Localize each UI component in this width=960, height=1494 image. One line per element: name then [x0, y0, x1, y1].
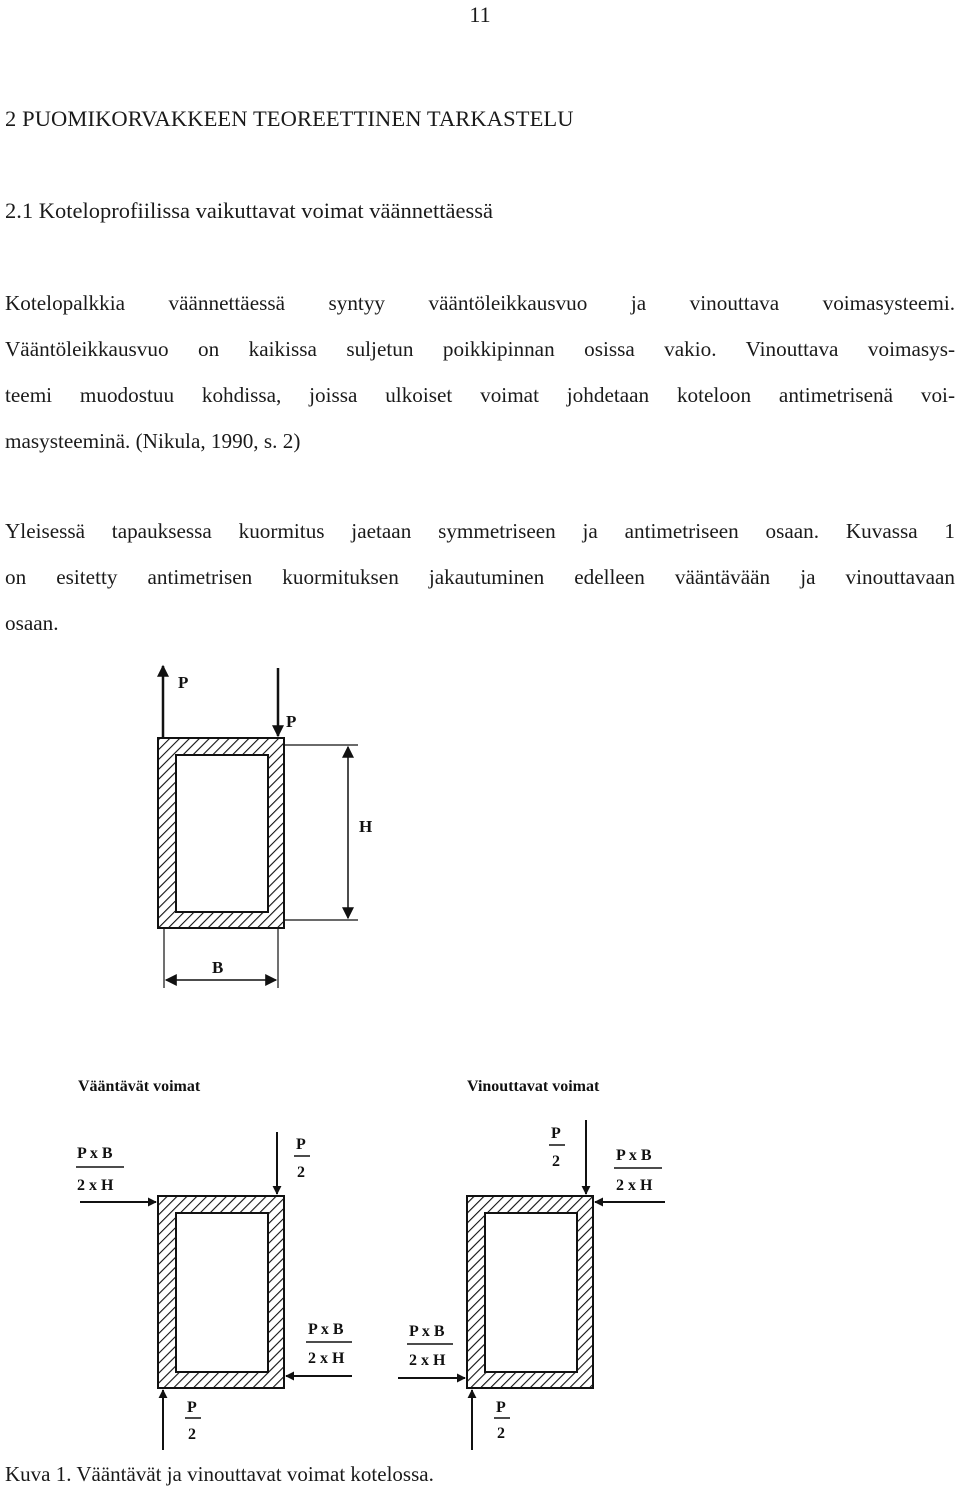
- paragraph-line: osaan.: [5, 611, 59, 635]
- page-number: 11: [469, 2, 491, 27]
- p-half-denominator: 2: [188, 1426, 196, 1443]
- p-half-numerator: P: [296, 1136, 306, 1153]
- panel-title: Vinouttavat voimat: [467, 1078, 600, 1095]
- paragraph-line: masysteeminä. (Nikula, 1990, s. 2): [5, 429, 301, 453]
- box-wall: [467, 1196, 593, 1388]
- side-force-denominator: 2 x H: [409, 1352, 446, 1369]
- side-force-denominator: 2 x H: [308, 1350, 345, 1367]
- paragraph-line: Kotelopalkkia väännettäessä syntyy vääntöleikkausvuo ja vinouttava voimasysteemi.: [5, 291, 955, 315]
- section-heading: 2.1 Koteloprofiilissa vaikuttavat voimat väännettäessä: [5, 198, 493, 223]
- p-half-denominator: 2: [552, 1153, 560, 1170]
- paragraph-2: [5, 508, 955, 646]
- paragraph-line: Yleisessä tapauksessa kuormitus jaetaan symmetriseen ja antimetriseen osaan. Kuvassa 1: [5, 519, 955, 543]
- width-label: B: [212, 958, 224, 977]
- side-force-numerator: P x B: [77, 1145, 113, 1162]
- side-force-numerator: P x B: [308, 1321, 344, 1338]
- side-force-numerator: P x B: [409, 1323, 445, 1340]
- side-force-denominator: 2 x H: [77, 1177, 114, 1194]
- top-box-section: [158, 666, 372, 988]
- p-half-numerator: P: [496, 1399, 506, 1416]
- p-half-numerator: P: [551, 1125, 561, 1142]
- p-half-numerator: P: [187, 1399, 197, 1416]
- box-section-figure: [0, 650, 960, 1460]
- chapter-heading: 2 PUOMIKORVAKKEEN TEOREETTINEN TARKASTELU: [5, 106, 574, 131]
- side-force-numerator: P x B: [616, 1147, 652, 1164]
- skewing-forces-panel: [398, 1078, 665, 1450]
- paragraph-line: teemi muodostuu kohdissa, joissa ulkoiset voimat johdetaan koteloon antimetrisenä voi-: [5, 383, 955, 407]
- height-label: H: [359, 817, 373, 836]
- load-label-up: P: [178, 673, 189, 692]
- p-half-denominator: 2: [497, 1425, 505, 1442]
- panel-title: Vääntävät voimat: [78, 1078, 201, 1095]
- box-wall: [158, 738, 284, 928]
- p-half-denominator: 2: [297, 1164, 305, 1181]
- box-wall: [158, 1196, 284, 1388]
- load-label-down: P: [286, 712, 297, 731]
- twisting-forces-panel: [76, 1078, 352, 1450]
- paragraph-line: on esitetty antimetrisen kuormituksen jakautuminen edelleen vääntävään ja vinouttavaan: [5, 565, 955, 589]
- paragraph-1: [5, 280, 955, 464]
- side-force-denominator: 2 x H: [616, 1177, 653, 1194]
- paragraph-line: Vääntöleikkausvuo on kaikissa suljetun poikkipinnan osissa vakio. Vinouttava voimasys-: [5, 337, 955, 361]
- figure-caption: Kuva 1. Vääntävät ja vinouttavat voimat kotelossa.: [5, 1462, 434, 1486]
